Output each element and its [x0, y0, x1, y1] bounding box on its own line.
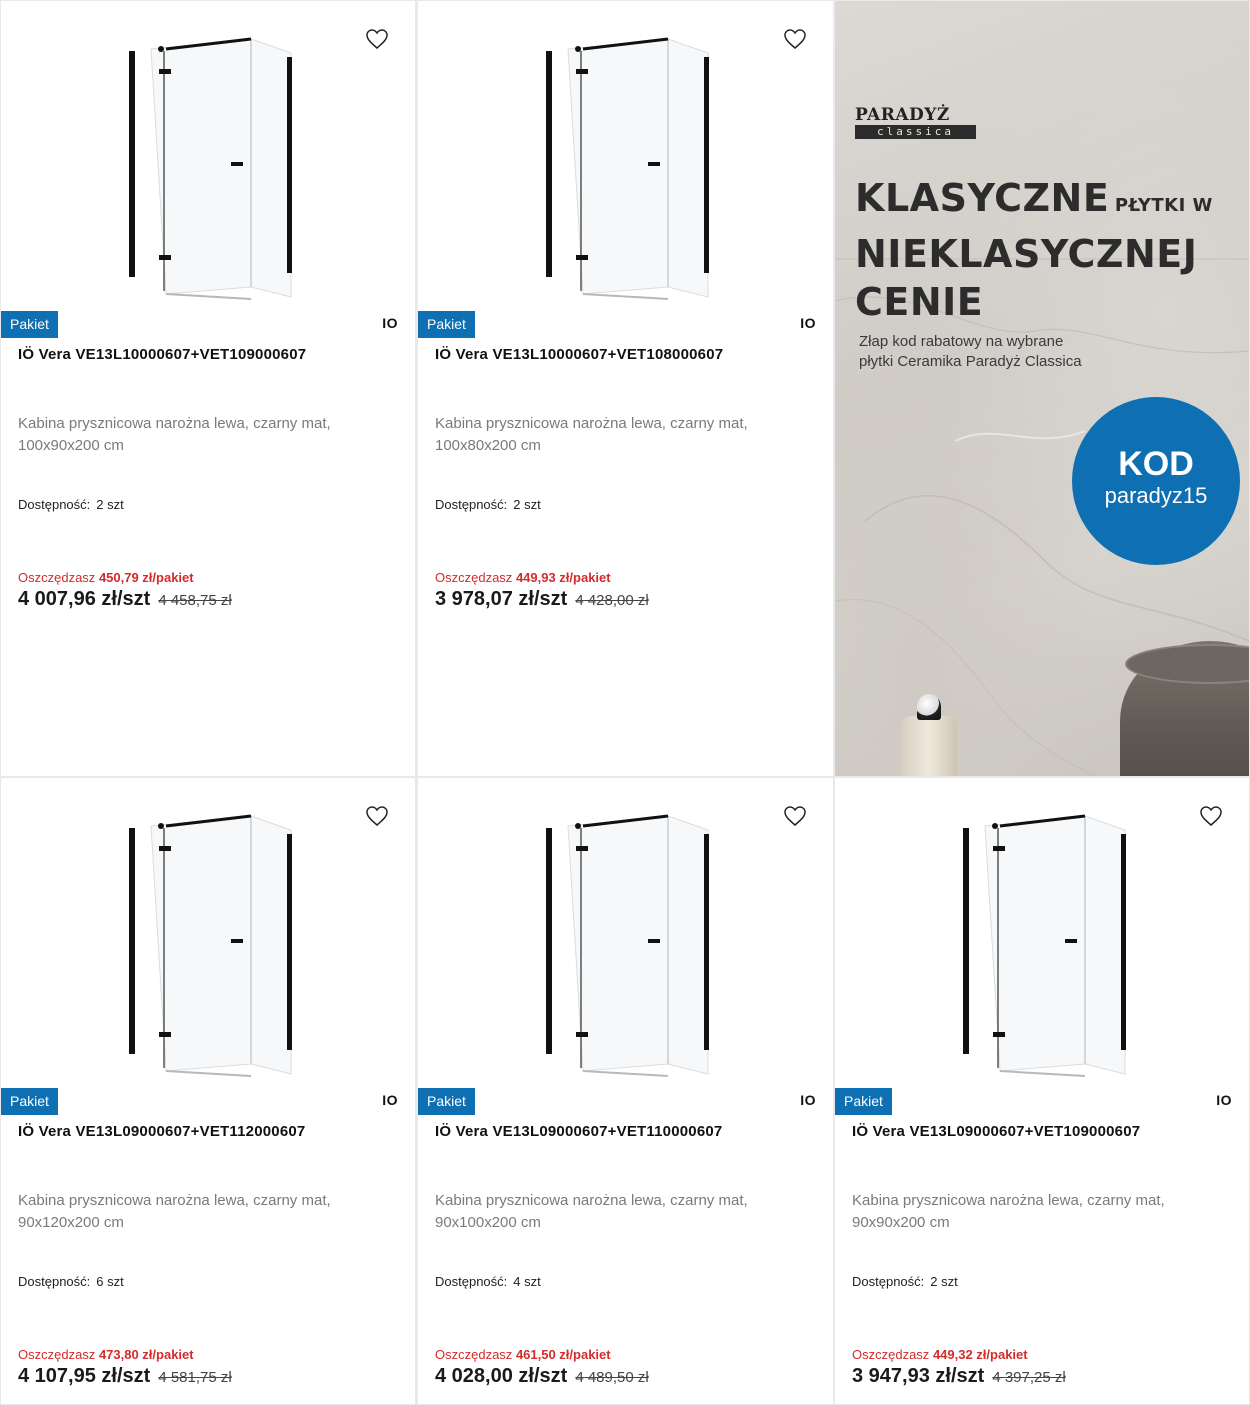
promo-text-line: Złap kod rabatowy na wybrane	[859, 333, 1064, 350]
product-name[interactable]: IÖ Vera VE13L10000607+VET108000607	[435, 346, 724, 363]
paradyz-logo: PARADYŻ	[855, 105, 950, 125]
shower-cabin-image[interactable]	[528, 806, 723, 1078]
product-name[interactable]: IÖ Vera VE13L10000607+VET109000607	[18, 346, 307, 363]
old-price: 4 428,00 zł	[575, 592, 649, 609]
savings	[435, 1347, 611, 1362]
savings-value: 473,80 zł/pakiet	[98, 1347, 194, 1362]
headline-line: NIEKLASYCZNEJ	[855, 232, 1198, 276]
product-description	[18, 413, 388, 457]
heart-outline-icon[interactable]	[365, 804, 389, 828]
availability-label: Dostępność:	[18, 1274, 91, 1289]
current-price: 3 947,93 zł/szt	[852, 1365, 985, 1387]
availability	[435, 1274, 541, 1289]
product-card[interactable]	[418, 1, 833, 776]
bottle-cap	[917, 694, 941, 720]
heart-outline-icon[interactable]	[783, 27, 807, 51]
code-title: KOD	[1118, 445, 1194, 483]
availability	[852, 1274, 958, 1289]
product-name[interactable]: IÖ Vera VE13L09000607+VET109000607	[852, 1123, 1141, 1140]
availability	[435, 497, 541, 512]
old-price: 4 489,50 zł	[575, 1369, 649, 1386]
brand-mark: IO	[382, 1092, 398, 1108]
headline-small: PŁYTKI W	[1114, 195, 1213, 216]
dimensions: 90x90x200 cm	[852, 1214, 950, 1231]
price	[435, 1365, 649, 1388]
heart-outline-icon[interactable]	[365, 27, 389, 51]
brand-mark: IO	[1216, 1092, 1232, 1108]
bottle-image	[901, 716, 957, 776]
headline-line: CENIE	[855, 280, 984, 324]
savings-value: 449,32 zł/pakiet	[932, 1347, 1028, 1362]
promo-text-line: płytki Ceramika Paradyż Classica	[859, 353, 1082, 370]
promo-text	[859, 332, 1159, 372]
savings-value: 461,50 zł/pakiet	[515, 1347, 611, 1362]
availability-value: 2 szt	[930, 1274, 958, 1289]
availability	[18, 1274, 124, 1289]
heart-outline-icon[interactable]	[783, 804, 807, 828]
product-card[interactable]	[1, 1, 415, 776]
savings-label: Oszczędzasz	[852, 1347, 930, 1362]
old-price: 4 397,25 zł	[992, 1369, 1066, 1386]
availability-label: Dostępność:	[852, 1274, 925, 1289]
product-name[interactable]: IÖ Vera VE13L09000607+VET112000607	[18, 1123, 306, 1140]
brand-mark: IO	[382, 315, 398, 331]
price	[435, 588, 649, 611]
package-badge: Pakiet	[1, 311, 58, 338]
description-line: Kabina prysznicowa narożna lewa, czarny mat,	[435, 1192, 748, 1209]
price	[18, 1365, 232, 1388]
savings-label: Oszczędzasz	[435, 570, 513, 585]
price	[18, 588, 232, 611]
description-line: Kabina prysznicowa narożna lewa, czarny mat,	[18, 415, 331, 432]
availability-label: Dostępność:	[435, 497, 508, 512]
availability-value: 2 szt	[513, 497, 541, 512]
headline-word: KLASYCZNE	[855, 176, 1110, 220]
brand-mark: IO	[800, 315, 816, 331]
savings-value: 449,93 zł/pakiet	[515, 570, 611, 585]
availability-value: 2 szt	[96, 497, 124, 512]
product-description	[18, 1190, 388, 1234]
description-line: Kabina prysznicowa narożna lewa, czarny mat,	[18, 1192, 331, 1209]
product-name[interactable]: IÖ Vera VE13L09000607+VET110000607	[435, 1123, 723, 1140]
shower-cabin-image[interactable]	[945, 806, 1140, 1078]
package-badge: Pakiet	[835, 1088, 892, 1115]
savings	[18, 570, 194, 585]
dimensions: 90x100x200 cm	[435, 1214, 541, 1231]
shower-cabin-image[interactable]	[528, 29, 723, 301]
savings-label: Oszczędzasz	[18, 1347, 96, 1362]
availability	[18, 497, 124, 512]
description-line: Kabina prysznicowa narożna lewa, czarny mat,	[852, 1192, 1165, 1209]
heart-outline-icon[interactable]	[1199, 804, 1223, 828]
package-badge: Pakiet	[1, 1088, 58, 1115]
product-description	[435, 413, 805, 457]
product-card[interactable]	[835, 778, 1249, 1404]
availability-value: 6 szt	[96, 1274, 124, 1289]
price	[852, 1365, 1066, 1388]
savings-label: Oszczędzasz	[18, 570, 96, 585]
savings	[18, 1347, 194, 1362]
old-price: 4 581,75 zł	[158, 1369, 232, 1386]
discount-code-badge[interactable]	[1072, 397, 1240, 565]
package-badge: Pakiet	[418, 311, 475, 338]
old-price: 4 458,75 zł	[158, 592, 232, 609]
savings	[852, 1347, 1028, 1362]
product-description	[852, 1190, 1222, 1234]
current-price: 4 107,95 zł/szt	[18, 1365, 151, 1387]
product-card[interactable]	[1, 778, 415, 1404]
availability-label: Dostępność:	[435, 1274, 508, 1289]
current-price: 4 007,96 zł/szt	[18, 588, 151, 610]
shower-cabin-image[interactable]	[111, 29, 306, 301]
dimensions: 100x80x200 cm	[435, 437, 541, 454]
code-value: paradyz15	[1104, 483, 1208, 508]
shower-cabin-image[interactable]	[111, 806, 306, 1078]
description-line: Kabina prysznicowa narożna lewa, czarny mat,	[435, 415, 748, 432]
availability-value: 4 szt	[513, 1274, 541, 1289]
product-description	[435, 1190, 805, 1234]
savings	[435, 570, 611, 585]
package-badge: Pakiet	[418, 1088, 475, 1115]
product-card[interactable]	[418, 778, 833, 1404]
paradyz-logo-sub: classica	[855, 125, 976, 139]
dimensions: 90x120x200 cm	[18, 1214, 124, 1231]
availability-label: Dostępność:	[18, 497, 91, 512]
savings-label: Oszczędzasz	[435, 1347, 513, 1362]
savings-value: 450,79 zł/pakiet	[98, 570, 194, 585]
dimensions: 100x90x200 cm	[18, 437, 124, 454]
promo-banner[interactable]	[835, 1, 1249, 776]
current-price: 3 978,07 zł/szt	[435, 588, 568, 610]
brand-mark: IO	[800, 1092, 816, 1108]
promo-headline	[855, 174, 1245, 326]
current-price: 4 028,00 zł/szt	[435, 1365, 568, 1387]
